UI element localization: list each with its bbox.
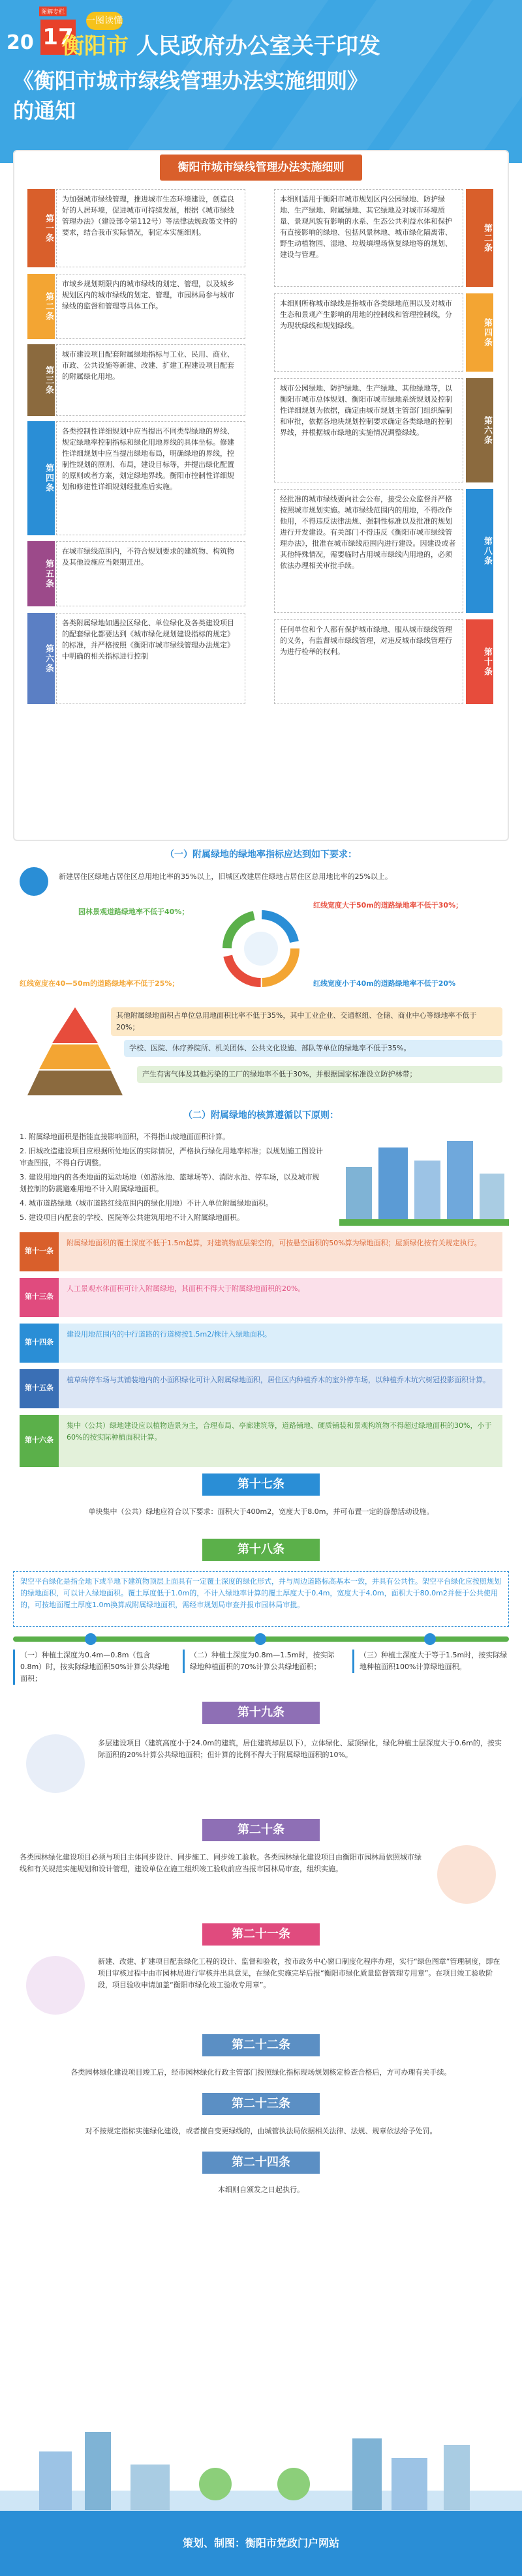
article-a4: 各类控制性详细规划中应当提出不同类型绿地的界线、规定绿地率控制指标和绿化用地界线的具体坐标。修建性详细规划中应当提出绿地布局，明确绿地的界线，控制性规划的原则、布局，建设目标等，并提出绿化配置的原则或者方案，划定绿地界线。衡阳市控制性详细规划和修建性详细规划经批准后实施。 (56, 421, 245, 535)
tab-a3: 第三条 (27, 344, 55, 416)
title-line3: 的通知 (13, 98, 76, 123)
sec2-rule-2: 2. 旧城改造建设项目应根据所处地区的实际情况，严格执行绿化用地率标准；以规划施工图设计审查图报，不得自行调整。 (20, 1147, 323, 1167)
art23-text: 对不按规定指标实施绿化建设，或者擅自变更绿线的，由城管执法局依据相关法律、法规、规章依法给予处罚。 (85, 2127, 437, 2135)
garden-icon (437, 1845, 496, 1904)
ribbon-17: 第十七条 (202, 1473, 320, 1496)
art18-step-2 (183, 1650, 339, 1673)
tab-a6: 第六条 (27, 613, 55, 704)
article-b2-text: 本细则所称城市绿线是指城市各类绿地范围以及对城市生态和景观产生影响的用地的控制线和管理控制线，分为现状绿线和规划绿线。 (280, 299, 452, 330)
pyramid-graphic (26, 1004, 124, 1102)
ribbon-19: 第十九条 (202, 1702, 320, 1724)
year-17: 17 (40, 20, 76, 55)
tab-s2-3 (20, 1324, 59, 1363)
building-icon (26, 1734, 85, 1793)
pyramid-item-3: 产生有害气体及其他污染的工厂的绿地率不低于30%，并根据国家标准设立防护林带； (137, 1066, 502, 1083)
tab-s2-5-label: 第十六条 (25, 1436, 54, 1444)
article-b5: 任何单位和个人都有保护城市绿地、服从城市绿线管理的义务，有监督城市绿线管理，对违反城市绿线管理行为进行检举的权利。 (274, 619, 463, 704)
tab-b4: 第八条 (466, 489, 493, 613)
ring-label-bl: 红线宽度在40—50m的道路绿地率不低于25%； (20, 979, 179, 988)
ribbon-21: 第二十一条 (202, 1923, 320, 1946)
house-icon (20, 867, 48, 896)
title-line2: 《衡阳市城市绿线管理办法实施细则》 (13, 68, 369, 93)
skyline-illustration (0, 2412, 522, 2511)
sec2-rule-4: 4. 城市道路绿地（城市道路红线范围内的绿化用地）不计入单位附属绿地面积。 (20, 1199, 273, 1207)
art20-text: 各类园林绿化建设项目必须与项目主体同步设计、同步施工、同步竣工验收。各类园林绿化建设项目由衡阳市园林局依照城市绿线和有关规范实施规划和设计管理，建设单位在施工组织竣工验收前应当报市园林局审查，组织实施。 (20, 1853, 422, 1873)
tab-s2-5 (20, 1415, 59, 1467)
ring-label-tl: 园林景观道路绿地率不低于40%； (78, 908, 189, 916)
article-b2 (274, 293, 463, 372)
art17-text: 单块集中（公共）绿地应符合以下要求：面积大于400m2，宽度大于8.0m，并可布置一定的游憩活动设施。 (88, 1507, 434, 1516)
dot-2 (254, 1633, 266, 1645)
article-b3: 城市公园绿地、防护绿地、生产绿地、其他绿地等，以衡阳市城市总体规划、衡阳市城市绿地系统规划及控制性详细规划为依据，确定由城市规划主管部门组织编制和审批，依据各地块规划控制要求确定各类绿地的控制界线，并根据城市绿地的实施情况调整绿线。 (274, 378, 463, 482)
art24-text: 本细则自颁发之日起执行。 (218, 2185, 304, 2194)
tab-a4: 第四条 (27, 421, 55, 535)
article-a3: 城市建设项目配套附属绿地指标与工业、民用、商业、市政、公共设施等新建、改建、扩建工程建设项目配套的附属绿化用地。 (56, 344, 245, 416)
tab-s2-4 (20, 1369, 59, 1408)
ribbon-23: 第二十三条 (202, 2093, 320, 2115)
ribbon-22: 第二十二条 (202, 2034, 320, 2056)
pyramid-item-1: 其他附属绿地面积占单位总用地面积比率不低于35%，其中工业企业、交通枢纽、仓储、商业中心等绿地率不低于20%； (111, 1007, 502, 1036)
doc-title: 衡阳市城市绿线管理办法实施细则 (160, 155, 362, 181)
tab-a2: 第二条 (27, 274, 55, 339)
tab-s2-2 (20, 1278, 59, 1317)
sec1-intro: 新建居住区绿地占居住区总用地比率的35%以上，旧城区改建居住绿地占居住区总用地比率的25%以上。 (59, 872, 392, 881)
sec2-item-2: 人工景观水体面积可计入附属绿地，其面积不得大于附属绿地面积的20%。 (59, 1278, 502, 1317)
ring-label-br: 红线宽度小于40m的道路绿地率不低于20% (313, 979, 456, 988)
sec2-item-4: 植草砖停车场与其铺装地内的小面积绿化可计入附属绿地面积，居住区内种植乔木的室外停车场，以种植乔木坑穴树冠投影面积计算。 (59, 1369, 502, 1408)
art18-step-1 (13, 1650, 170, 1685)
tab-s2-4-label: 第十五条 (25, 1384, 54, 1392)
tab-s2-1 (20, 1232, 59, 1271)
article-b4: 经批准的城市绿线要向社会公布，接受公众监督并严格按照城市规划实施。城市绿线范围内的用地，不得改作他用，不得违反法律法规、强制性标准以及批准的规划进行开发建设。有关部门不得违反《衡阳市城市绿线管理办法》，批准在城市绿线范围内进行建设。因建设或者其他特殊情况，需要临时占用城市绿线内用地的，必须依法办理相关审批手续。 (274, 489, 463, 613)
pyramid-top (52, 1007, 98, 1043)
tab-s2-2-label: 第十三条 (25, 1292, 54, 1301)
dot-3 (424, 1633, 436, 1645)
tab-s2-3-label: 第十四条 (25, 1338, 54, 1346)
stamp-icon (26, 1956, 85, 2015)
mini-tag: 图解专栏 (39, 7, 67, 16)
article-a1: 为加强城市绿线管理，推进城市生态环境建设，创造良好的人居环境，促进城市可持续发展，根据《城市绿线管理办法》（建设部令第112号）等法律法规政策文件的要求，结合我市实际情况，制定本实施细则。 (56, 189, 245, 267)
tab-a1: 第一条 (27, 189, 55, 267)
article-a5: 在城市绿线范围内，不符合规划要求的建筑物、构筑物及其他设施应当限期迁出。 (56, 541, 245, 606)
tab-a5: 第五条 (27, 541, 55, 606)
sec2-item-1: 附属绿地面积的覆土深度不低于1.5m起算，对建筑物底层架空的，可按悬空面积的50%算为绿地面积；屋顶绿化按有关规定执行。 (59, 1232, 502, 1271)
sec2-rule-3: 3. 建设用地内的各类地面的运动场地（如游泳池、篮球场等）、消防水池、停车场，以及城市规划控制的防震避难用地不计入附属绿地面积。 (20, 1173, 320, 1193)
tag-badge: 一图读懂 (86, 12, 123, 30)
tab-b2: 第四条 (466, 293, 493, 372)
pyramid-middle (39, 1044, 111, 1069)
ribbon-24: 第二十四条 (202, 2152, 320, 2174)
sec2-item-5: 集中（公共）绿地建设应以植物造景为主，合理布局、亭廊建筑等，道路铺地、硬质铺装和景观构筑物不得超过绿地面积的30%，小于60%的按实际种植面积计算。 (59, 1415, 502, 1467)
title-rest: 人民政府办公室关于印发 (136, 33, 380, 59)
pyramid-item-2: 学校、医院、休疗养院所、机关团体、公共文化设施、部队等单位的绿地率不低于35%。 (124, 1040, 502, 1057)
ring-label-tr: 红线宽度大于50m的道路绿地率不低于30%； (313, 901, 463, 910)
dot-1 (85, 1633, 97, 1645)
tab-s2-1-label: 第十一条 (25, 1247, 54, 1255)
pyramid-bottom (27, 1071, 123, 1095)
sec2-rule-5: 5. 建设项目内配套的学校、医院等公共建筑用地不计入附属绿地面积。 (20, 1213, 244, 1222)
ring-chart (215, 900, 307, 998)
sec2-banner: （二）附属绿地的核算遵循以下原则： (183, 1110, 339, 1121)
tab-b1: 第二条 (466, 189, 493, 287)
sec2-rule-1: 1. 附属绿地面积是指能直接影响面积，不得指山坡地面面积计算。 (20, 1133, 230, 1141)
city-illustration (339, 1128, 509, 1226)
title-city: 衡阳市 (62, 33, 129, 59)
year-20: 20 (7, 31, 34, 54)
step1-text: 种植土深度为0.4m—0.8m（包含0.8m）时，按实际绿地面积50%计算公共绿地面积； (20, 1651, 170, 1683)
art22-text: 各类园林绿化建设项目竣工后，经市园林绿化行政主管部门按照绿化指标现场规划核定检查合格后，方可办理有关手续。 (70, 2068, 452, 2077)
title-line1 (62, 33, 380, 60)
art18-step-3 (352, 1650, 509, 1673)
sec1-banner: （一）附属绿地的绿地率指标应达到如下要求： (165, 850, 357, 860)
step2-text: 种植土深度为0.8m—1.5m时，按实际绿地种植面积的70%计算公共绿地面积； (190, 1651, 335, 1671)
footer: 策划、制图：衡阳市党政门户网站 (0, 2511, 522, 2576)
ring-center (244, 932, 278, 966)
ribbon-20: 第二十条 (202, 1819, 320, 1841)
tab-b5: 第十条 (466, 619, 493, 704)
step3-text: 种植土深度大于等于1.5m时，按实际绿地种植面积100%计算绿地面积。 (360, 1651, 508, 1671)
step3-title: （三） (360, 1651, 381, 1659)
step1-title: （一） (20, 1651, 42, 1659)
article-a2: 市域乡规划期限内的城市绿线的划定、管理，以及城乡规划区内的城市绿线的划定、管理，市园林局参与城市绿线的监督和管理等具体工作。 (56, 274, 245, 339)
article-a6: 各类附属绿地如遇拉区绿化、单位绿化及各类建设项目的配套绿化都要达到《城市绿化规划建设指标的规定》的标准，并严格按照《衡阳市城市绿线管理办法规定》中明确的相关指标进行控制 (56, 613, 245, 704)
art19-text: 多层建设项目（建筑高度小于24.0m的建筑，居住建筑却层以下），立体绿化、屋顶绿化，绿化种植土层深度大于0.6m的，按实际面积的20%计算公共绿地面积；但计算的比例不得大于附属绿地面积的10%。 (98, 1739, 502, 1759)
art18-text: 架空平台绿化是指全地下或半地下建筑物顶层上面具有一定覆土深度的绿化形式，并与周边道路标高基本一致，并具有公共性。架空平台绿化应按照规划的绿地面积，可以计入绿地面积。覆土厚度低于1.0m的，不计入绿地率计算的覆土厚度大于0.4m，宽度大于4.0m，面积大于80.0m2并便于公共使用的，可按地面覆土厚度1.0m换算成附属绿地面积，需经市规划局审查并报市园林局审批。 (13, 1571, 509, 1627)
tab-b3: 第六条 (466, 378, 493, 482)
ribbon-18: 第十八条 (202, 1539, 320, 1561)
step2-title: （二） (190, 1651, 211, 1659)
sec2-item-3: 建设用地范围内的中行道路的行道树按1.5m2/株计入绿地面积。 (59, 1324, 502, 1363)
article-b1: 本细则适用于衡阳市城市规划区内公园绿地、防护绿地、生产绿地、附属绿地、其它绿地及对城市环境质量、景观风貌有影响的水系、生态公共利益水体和保护有直接影响的绿地、包括风景林地、城市绿化隔离带、野生动植物园、湿地、垃圾填埋场恢复绿地等的规划、建设与管理。 (274, 189, 463, 287)
art21-text: 新建、改建、扩建项目配套绿化工程的设计、监督和验收，按市政务中心窗口制度化程序办理，实行“绿色图章”管理制度，即在项目审核过程中由市园林局进行审核并出具意见，在绿化实施完毕后报“衡阳市绿化质量监督管理专用章”。在项目竣工验收阶段，项目验收申请加盖“衡阳市绿化竣工验收专用章”。 (98, 1957, 500, 1989)
